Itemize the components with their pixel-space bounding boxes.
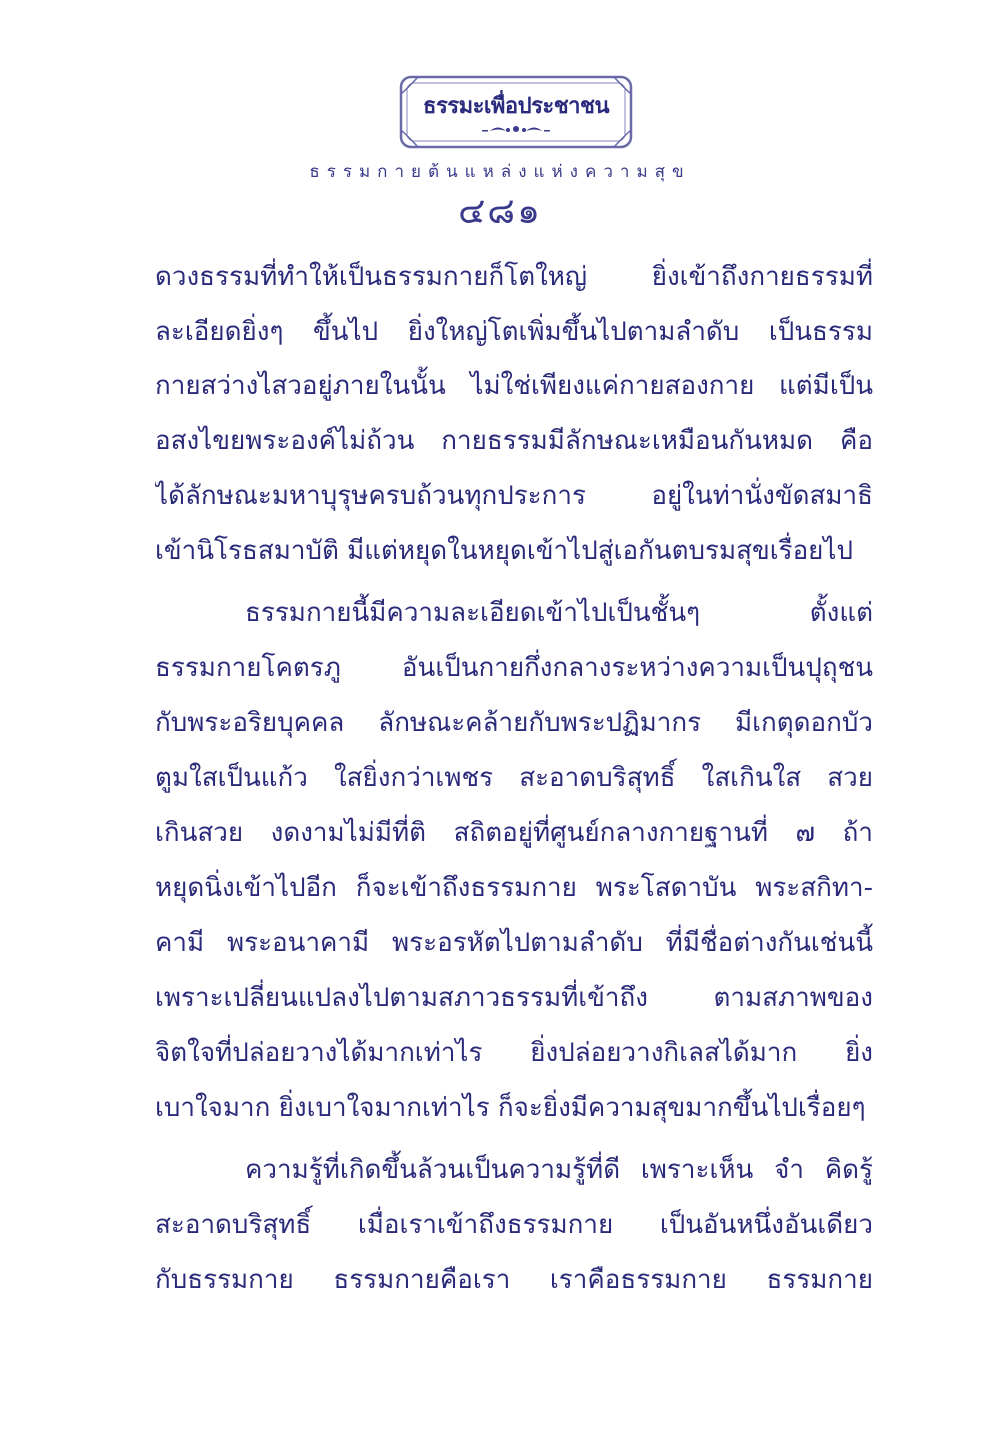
text-line: เพราะเปลี่ยนแปลงไปตามสภาวธรรมที่เข้าถึง ตามสภาพของ [155,983,873,1013]
text-line: เบาใจมาก ยิ่งเบาใจมากเท่าไร ก็จะยิ่งมีความสุขมากขึ้นไปเรื่อยๆ [155,1093,866,1123]
text-line: เกินสวย งดงามไม่มีที่ติ สถิตอยู่ที่ศูนย์กลางกายฐานที่ ๗ ถ้า [155,818,873,848]
text-line: ธรรมกายโคตรภู อันเป็นกายกึ่งกลางระหว่างความเป็นปุถุชน [155,653,873,683]
text-line: กับพระอริยบุคคล ลักษณะคล้ายกับพระปฏิมากร มีเกตุดอกบัว [155,708,873,738]
text-line: อสงไขยพระองค์ไม่ถ้วน กายธรรมมีลักษณะเหมือนกันหมด คือ [155,426,873,456]
text-line: ได้ลักษณะมหาบุรุษครบถ้วนทุกประการ อยู่ในท่านั่งขัดสมาธิ [155,481,873,511]
logo-text: ธรรมะเพื่อประชาชน [423,94,609,119]
text-line: ตูมใสเป็นแก้ว ใสยิ่งกว่าเพชร สะอาดบริสุทธิ์ ใสเกินใส สวย [155,763,873,793]
text-line: ความรู้ที่เกิดขึ้นล้วนเป็นความรู้ที่ดี เพราะเห็น จำ คิดรู้ [245,1155,873,1185]
book-logo [398,74,634,150]
page-number: ๔๘๑ [458,191,542,232]
text-line: กายสว่างไสวอยู่ภายในนั้น ไม่ใช่เพียงแค่กายสองกาย แต่มีเป็น [155,371,873,401]
text-line: คามี พระอนาคามี พระอรหัตไปตามลำดับ ที่มีชื่อต่างกันเช่นนี้ [155,928,873,958]
text-line: จิตใจที่ปล่อยวางได้มากเท่าไร ยิ่งปล่อยวางกิเลสได้มาก ยิ่ง [155,1038,873,1068]
running-head: ธรรมกายต้นแหล่งแห่งความสุข [309,162,691,182]
text-line: กับธรรมกาย ธรรมกายคือเรา เราคือธรรมกาย ธรรมกาย [155,1265,873,1295]
text-line: สะอาดบริสุทธิ์ เมื่อเราเข้าถึงธรรมกาย เป็นอันหนึ่งอันเดียว [155,1210,873,1240]
text-line: ดวงธรรมที่ทำให้เป็นธรรมกายก็โตใหญ่ ยิ่งเข้าถึงกายธรรมที่ [155,262,873,292]
text-line: ละเอียดยิ่งๆ ขึ้นไป ยิ่งใหญ่โตเพิ่มขึ้นไปตามลำดับ เป็นธรรม [155,317,873,347]
text-line: ธรรมกายนี้มีความละเอียดเข้าไปเป็นชั้นๆ ตั้งแต่ [245,598,873,628]
text-line: เข้านิโรธสมาบัติ มีแต่หยุดในหยุดเข้าไปสู่เอกันตบรมสุขเรื่อยไป [155,536,854,566]
text-line: หยุดนิ่งเข้าไปอีก ก็จะเข้าถึงธรรมกาย พระโสดาบัน พระสกิทา- [155,873,873,903]
